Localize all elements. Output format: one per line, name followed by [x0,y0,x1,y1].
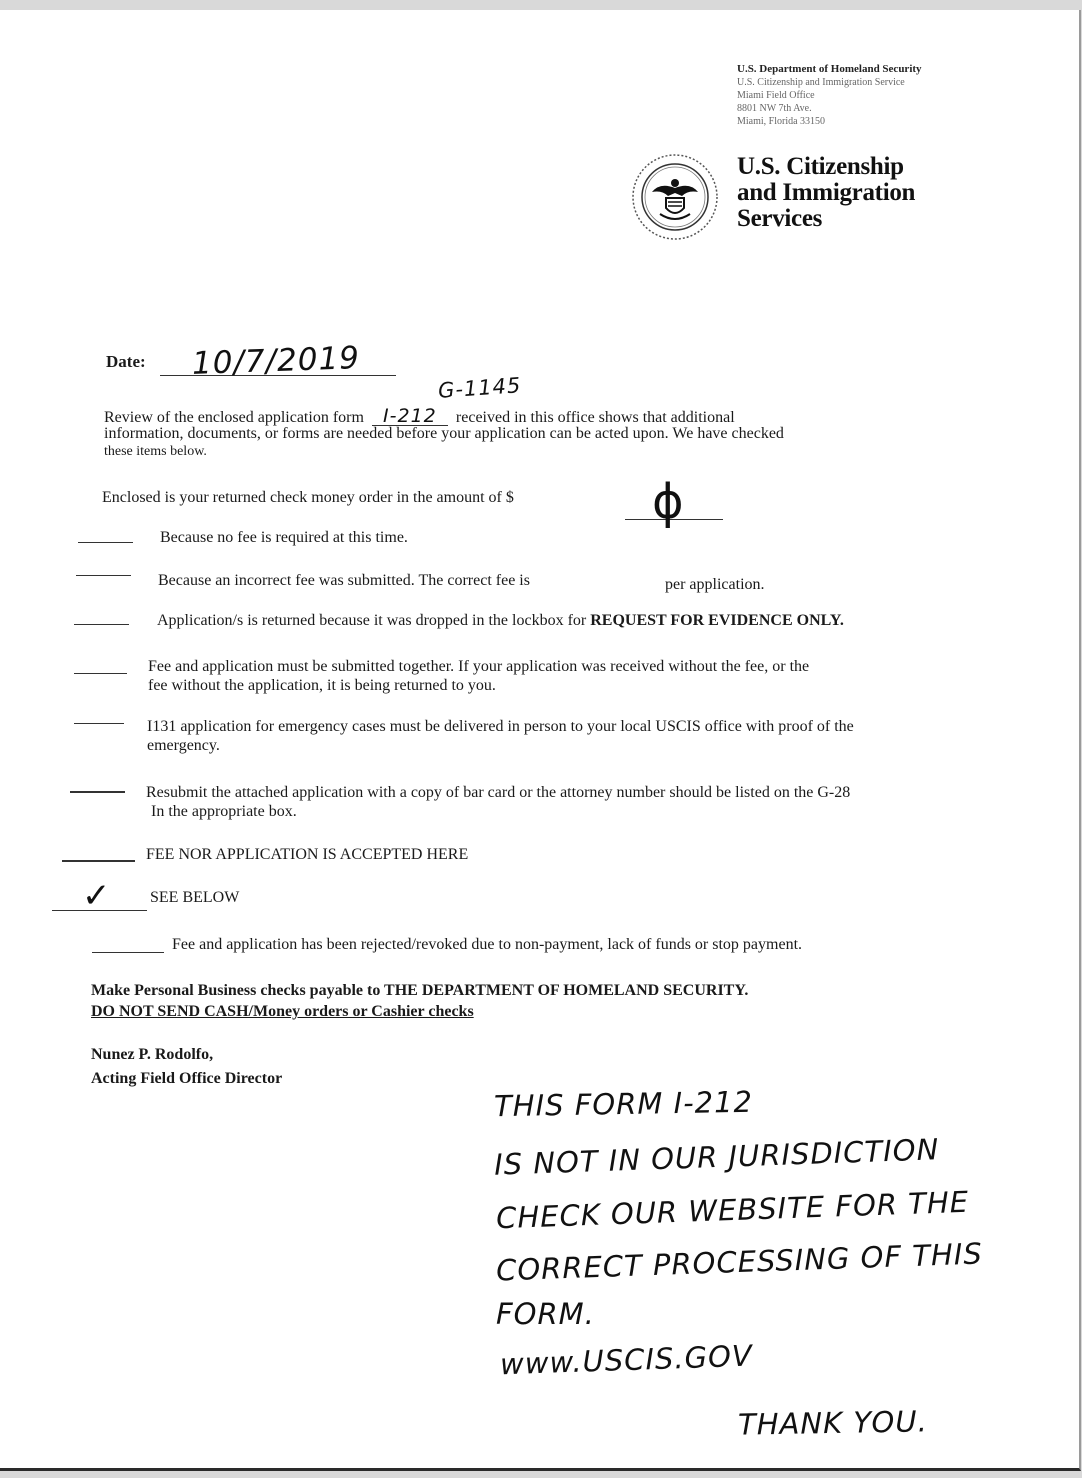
signature-name: Nunez P. Rodolfo, [91,1046,214,1063]
checkbox-line-no-fee [78,542,133,543]
see-below-checkmark: ✓ [82,876,112,916]
intro-line-1 [104,407,735,427]
payment-instructions: Make Personal Business checks payable to THE DEPARTMENT OF HOMELAND SECURITY. [91,982,749,999]
note-line: FORM. [496,1297,595,1331]
checkbox-line-resubmit [70,791,125,793]
agency-name-line: Services [737,205,823,232]
item-rejected: Fee and application has been rejected/revoked due to non-payment, lack of funds or stop payment. [172,936,803,953]
date-label: Date: [106,352,146,371]
checkbox-line-not-accepted [62,860,135,862]
form-value-handwritten: I-212 [372,407,448,426]
agency-name-line: and Immigration [737,179,916,206]
signature-title: Acting Field Office Director [91,1070,283,1087]
checkbox-line-lockbox [74,624,129,625]
checkbox-line-i131 [74,723,124,724]
item-not-accepted: FEE NOR APPLICATION IS ACCEPTED HERE [146,846,469,863]
intro-text-1: Review of the enclosed application form [104,409,364,426]
address-line: 8801 NW 7th Ave. [737,103,812,114]
checkbox-line-incorrect-fee [76,575,131,576]
address-line: Miami Field Office [737,90,815,101]
returned-amount-text: Enclosed is your returned check money order in the amount of $ [102,489,514,506]
item-resubmit-line-1: Resubmit the attached application with a copy of bar card or the attorney number should be listed on the G-28 [146,784,851,801]
intro-line-3: these items below. [104,444,207,459]
payment-warning: DO NOT SEND CASH/Money orders or Cashier checks [91,1003,474,1020]
item-together-line-1: Fee and application must be submitted together. If your application was received without the fee, or the [148,658,810,675]
address-line: U.S. Citizenship and Immigration Service [737,77,905,88]
item-together-line-2: fee without the application, it is being returned to you. [148,677,496,694]
dhs-seal-icon [630,152,720,242]
address-line: Miami, Florida 33150 [737,116,826,127]
note-closing: THANK YOU. [737,1404,929,1442]
item-lockbox [157,612,844,630]
note-line: CORRECT PROCESSING OF THIS [495,1236,984,1288]
item-incorrect-fee-suffix: per application. [665,576,765,593]
item-no-fee: Because no fee is required at this time. [160,529,408,546]
amount-mark-handwritten: ϕ [652,474,685,530]
department-name: U.S. Department of Homeland Security [737,63,922,75]
item-resubmit-line-2: In the appropriate box. [151,803,297,820]
letter-page [0,10,1081,1471]
checkbox-line-together [74,673,127,674]
checkbox-line-rejected [92,952,164,953]
item-lockbox-emphasis: REQUEST FOR EVIDENCE ONLY. [590,612,844,629]
form-note-handwritten: G-1145 [437,373,523,403]
note-line-website: www.USCIS.GOV [499,1338,754,1382]
item-i131-line-1: I131 application for emergency cases must be delivered in person to your local USCIS office with proof of the [147,718,854,735]
item-i131-line-2: emergency. [147,737,220,754]
note-line: IS NOT IN OUR JURISDICTION [493,1132,940,1182]
item-see-below: SEE BELOW [150,889,240,906]
intro-line-2: information, documents, or forms are needed before your application can be acted upon. We have checked [104,425,784,442]
note-line: CHECK OUR WEBSITE FOR THE [495,1184,970,1236]
agency-name-line: U.S. Citizenship [737,153,904,180]
item-lockbox-text: Application/s is returned because it was dropped in the lockbox for [157,612,587,629]
note-line: THIS FORM I-212 [493,1084,754,1124]
item-incorrect-fee: Because an incorrect fee was submitted. The correct fee is [158,572,530,589]
intro-text-2: received in this office shows that additional [455,409,735,426]
date-value-handwritten: 10/7/2019 [191,340,361,382]
